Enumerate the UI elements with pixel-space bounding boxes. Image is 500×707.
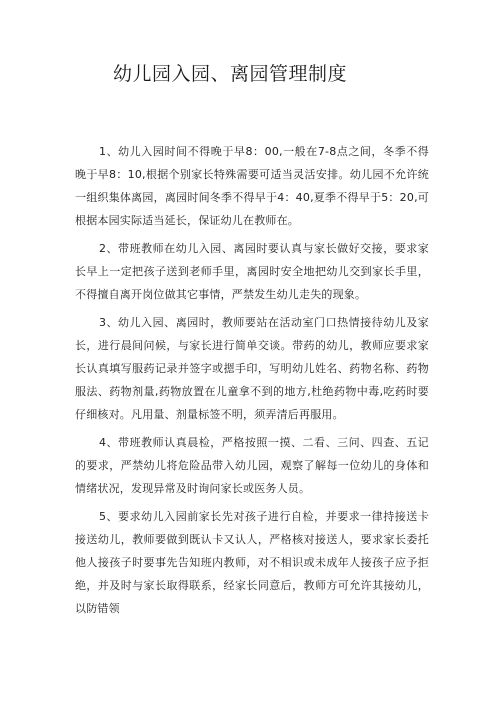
- paragraph-5: 5、要求幼儿入园前家长先对孩子进行自检，并要求一律持接送卡接送幼儿，教师要做到既认卡又认人，严格核对接送人，要求家长委托他人接孩子时要事先告知班内教师，对不相识或未成年人接孩子应予拒绝，并及时与家长取得联系，经家长同意后，教师方可允许其接幼儿，以防错领: [75, 510, 429, 615]
- paragraph-4: 4、带班教师认真晨检，严格按照一摸、二看、三问、四查、五记的要求，严禁幼儿将危险品带入幼儿园，观察了解每一位幼儿的身体和情绪状况，发现异常及时询问家长或医务人员。: [75, 436, 429, 495]
- document-body: [75, 140, 429, 625]
- paragraph-3: 3、幼儿入园、离园时，教师要站在活动室门口热情接待幼儿及家长，进行晨间问候，与家长进行简单交谈。带药的幼儿，教师应要求家长认真填写服药记录并签字或摁手印，写明幼儿姓名、药物名称、药物服法、药物剂量,药物放置在儿童拿不到的地方,杜绝药物中毒,吃药时要仔细核对。凡用量、剂量标签不明，须弄清后再服用。: [75, 316, 429, 421]
- paragraph-1: 1、幼儿入园时间不得晚于早8：00,一般在7-8点之间，冬季不得晚于早8：10,根据个别家长特殊需要可适当灵活安排。幼儿园不允许统一组织集体离园，离园时间冬季不得早于4：40,夏季不得早于5：20,可根据本园实际适当延长，保证幼儿在教师在。: [75, 145, 429, 227]
- document-title: 幼儿园入园、离园管理制度: [113, 63, 348, 85]
- paragraph-2: 2、带班教师在幼儿入园、离园时要认真与家长做好交接，要求家长早上一定把孩子送到老师手里，离园时安全地把幼儿交到家长手里，不得擅自离开岗位做其它事情，严禁发生幼儿走失的现象。: [75, 242, 429, 301]
